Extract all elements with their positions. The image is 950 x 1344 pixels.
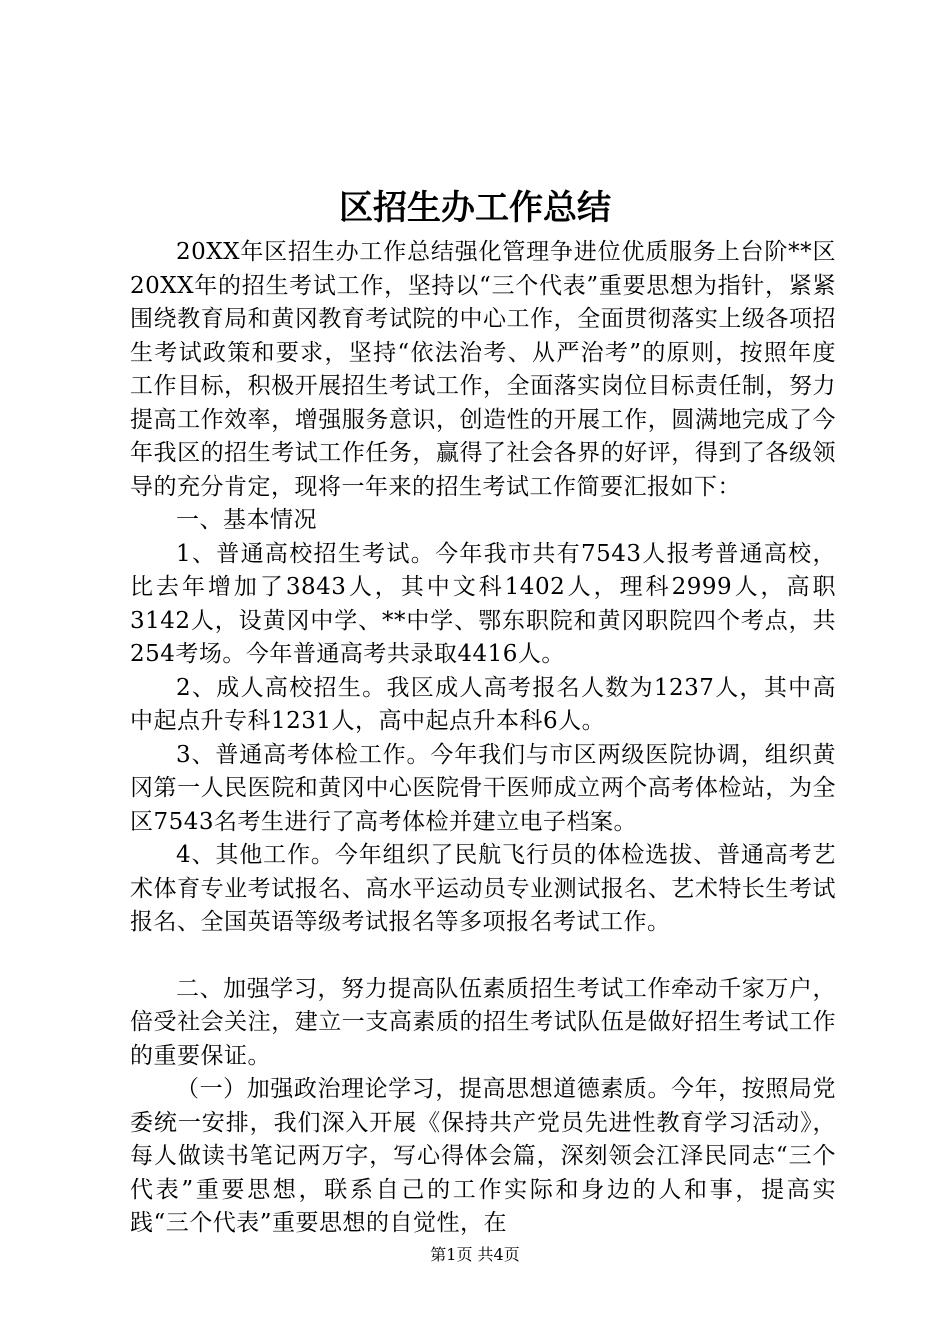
section-heading-basic: 一、基本情况 xyxy=(176,507,317,533)
paragraph-intro: 20XX年区招生办工作总结强化管理争进位优质服务上台阶**区20XX年的招生考试工作，坚持以“三个代表”重要思想为指针，紧紧围绕教育局和黄冈教育考试院的中心工作，全面贯彻落实上级各项招生考试政策和要求，坚持“依法治考、从严治考”的原则，按照年度工作目标，积极开展招生考试工作，全面落实岗位目标责任制，努力提高工作效率，增强服务意识，创造性的开展工作，圆满地完成了今年我区的招生考试工作任务，赢得了社会各界的好评，得到了各级领导的充分肯定，现将一年来的招生考试工作简要汇报如下： xyxy=(130,239,836,500)
paragraph-item-1: 1、普通高校招生考试。今年我市共有7543人报考普通高校，比去年增加了3843人，其中文科1402人，理科2999人，高职3142人，设黄冈中学、**中学、鄂东职院和黄冈职院四个考点，共254考场。今年普通高考共录取4416人。 xyxy=(130,540,836,667)
page-footer: 第1页 共4页 xyxy=(430,1245,520,1264)
paragraph-item-2: 2、成人高校招生。我区成人高考报名人数为1237人，其中高中起点升专科1231人，高中起点升本科6人。 xyxy=(130,674,836,734)
section-heading-study: 二、加强学习，努力提高队伍素质招生考试工作牵动千家万户，倍受社会关注，建立一支高素质的招生考试队伍是做好招生考试工作的重要保证。 xyxy=(130,975,836,1069)
document-title: 区招生办工作总结 xyxy=(339,188,611,228)
document-body xyxy=(130,236,836,1241)
paragraph-item-3: 3、普通高考体检工作。今年我们与市区两级医院协调，组织黄冈第一人民医院和黄冈中心医院骨干医师成立两个高考体检站，为全区7543名考生进行了高考体检并建立电子档案。 xyxy=(130,741,836,835)
paragraph-subsection-1: （一）加强政治理论学习，提高思想道德素质。今年，按照局党委统一安排，我们深入开展《保持共产党员先进性教育学习活动》，每人做读书笔记两万字，写心得体会篇，深刻领会江泽民同志“三个代表”重要思想，联系自己的工作实际和身边的人和事，提高实践“三个代表”重要思想的自觉性，在 xyxy=(130,1076,836,1236)
paragraph-item-4: 4、其他工作。今年组织了民航飞行员的体检选拔、普通高考艺术体育专业考试报名、高水平运动员专业测试报名、艺术特长生考试报名、全国英语等级考试报名等多项报名考试工作。 xyxy=(130,842,836,935)
